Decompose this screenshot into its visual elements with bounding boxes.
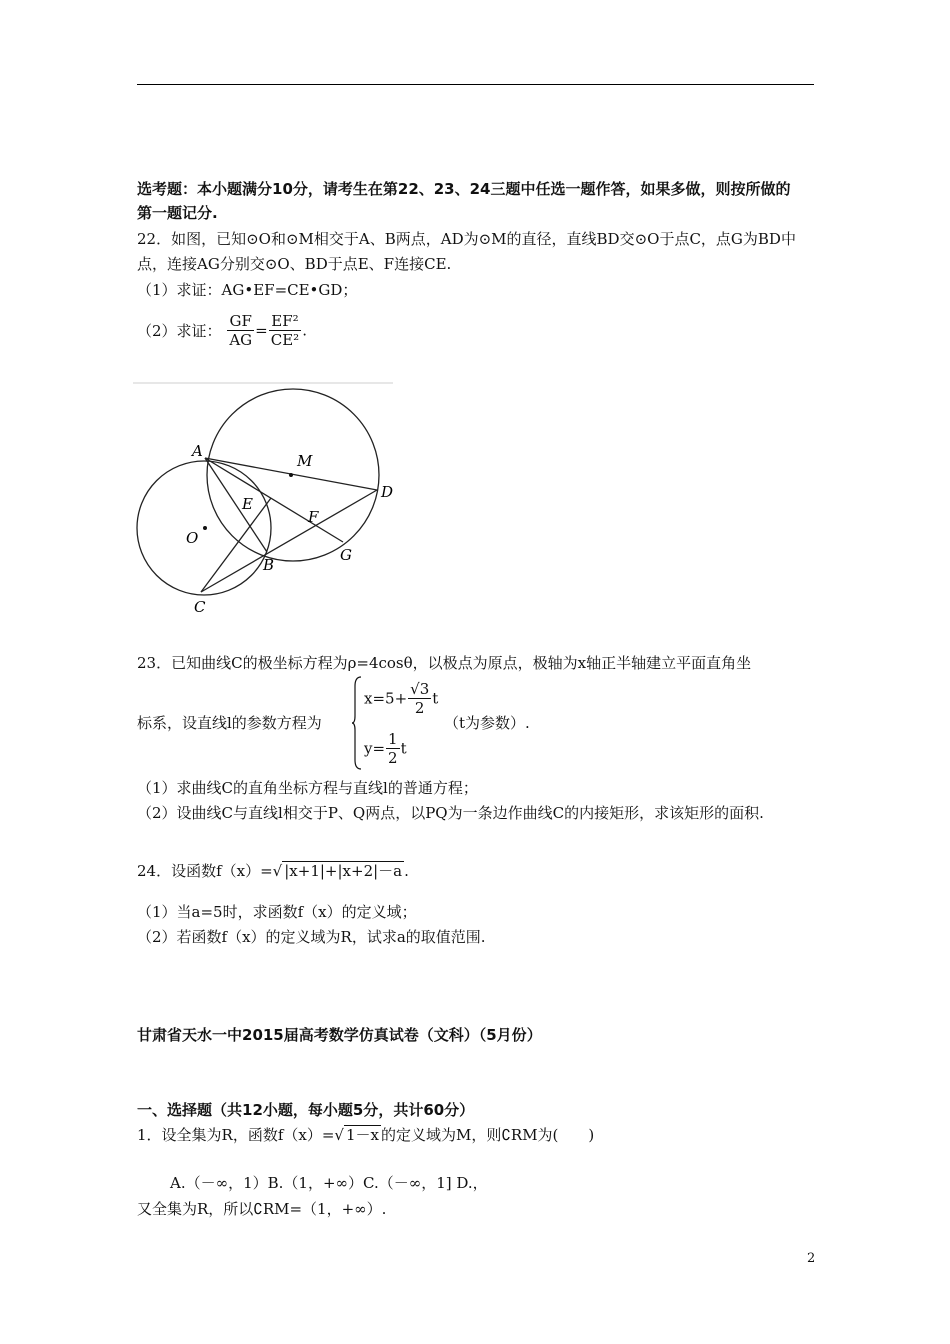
param-equation-y [364, 730, 407, 767]
label-o: O [186, 529, 199, 547]
q24-stem [137, 860, 409, 881]
q23-part2: （2）设曲线C与直线l相交于P、Q两点，以PQ为一条边作曲线C的内接矩形，求该矩形的面积. [137, 804, 764, 822]
label-e: E [242, 495, 253, 513]
q24-part1: （1）当a=5时，求函数f（x）的定义域； [137, 903, 417, 921]
q23-line1: 23．已知曲线C的极坐标方程为ρ=4cosθ，以极点为原点，极轴为x轴正半轴建立平面直角坐 [137, 654, 752, 672]
q24-part2: （2）若函数f（x）的定义域为R，试求a的取值范围. [137, 928, 486, 946]
q22-frac-left-den: AG [229, 331, 253, 349]
label-b: B [263, 556, 275, 574]
brace-icon [352, 676, 362, 770]
x-frac-den: 2 [414, 699, 425, 717]
label-m: M [297, 452, 313, 470]
q23-line2-suffix: （t为参数）. [444, 714, 530, 732]
q23-line2-prefix: 标系，设直线l的参数方程为 [137, 714, 322, 732]
param-equation-x [364, 680, 438, 717]
segment-ce [201, 498, 271, 592]
q1-stem [137, 1124, 594, 1145]
q1-suffix: 的定义域为M，则∁RM为( ) [381, 1126, 595, 1144]
y-eq-fraction [386, 730, 400, 767]
q1-options: A.（－∞，1）B.（1，+∞）C.（－∞，1] D.， [170, 1174, 488, 1192]
label-c: C [194, 598, 206, 616]
geometry-figure [133, 380, 398, 620]
sqrt-icon: √ [272, 862, 283, 880]
page-number: 2 [807, 1251, 816, 1266]
x-eq-fraction [408, 680, 431, 717]
segment-cd [201, 490, 377, 592]
x-eq-prefix: x=5+ [364, 689, 408, 708]
sqrt-icon: √ [334, 1126, 344, 1144]
y-frac-num: 1 [388, 730, 398, 748]
header-rule [137, 84, 814, 85]
q23-part1: （1）求曲线C的直角坐标方程与直线l的普通方程； [137, 779, 478, 797]
x-eq-suffix: t [432, 689, 439, 708]
label-d: D [381, 483, 394, 501]
q22-line1: 22．如图，已知⊙O和⊙M相交于A、B两点，AD为⊙M的直径，直线BD交⊙O于点C，点G为BD中 [137, 230, 796, 248]
q22-fraction-right [269, 312, 301, 349]
y-eq-prefix: y= [364, 739, 386, 758]
q22-part2-prefix: （2）求证： [137, 322, 222, 340]
q24-radicand: |x+1|+|x+2|－a [284, 862, 403, 880]
label-f: F [308, 508, 319, 526]
x-frac-num: √3 [410, 680, 430, 698]
q24-suffix: . [404, 862, 409, 880]
label-a: A [192, 442, 203, 460]
q22-part1: （1）求证：AG•EF=CE•GD； [137, 281, 358, 299]
q1-prefix: 1．设全集为R，函数f（x）= [137, 1126, 335, 1144]
point-o [203, 526, 207, 530]
q1-radicand: 1－x [345, 1126, 379, 1144]
exam-title: 甘肃省天水一中2015届高考数学仿真试卷（文科）（5月份） [137, 1026, 542, 1044]
segment-ab [205, 458, 267, 552]
section1-heading: 一、选择题（共12小题，每小题5分，共计60分） [137, 1101, 475, 1119]
q22-part2 [137, 312, 307, 349]
q1-answer: 又全集为R，所以∁RM=（1，+∞）. [137, 1200, 387, 1218]
y-frac-den: 2 [388, 749, 398, 767]
label-g: G [340, 546, 352, 564]
q22-fraction-left [227, 312, 254, 349]
q22-line2: 点，连接AG分别交⊙O、BD于点E、F连接CE. [137, 255, 452, 273]
point-m [289, 473, 293, 477]
q22-frac-right-den: CE² [270, 331, 300, 349]
q22-part2-suffix: . [302, 321, 307, 340]
instructions-line1: 选考题：本小题满分10分，请考生在第22、23、24三题中任选一题作答，如果多做，则按所做的 [137, 180, 791, 198]
instructions-line2: 第一题记分. [137, 204, 218, 222]
q22-frac-right-num: EF² [269, 312, 301, 331]
q22-frac-left-num: GF [227, 312, 254, 331]
q24-prefix: 24．设函数f（x）= [137, 862, 273, 880]
y-eq-suffix: t [400, 739, 407, 758]
q22-equals: = [255, 321, 268, 340]
